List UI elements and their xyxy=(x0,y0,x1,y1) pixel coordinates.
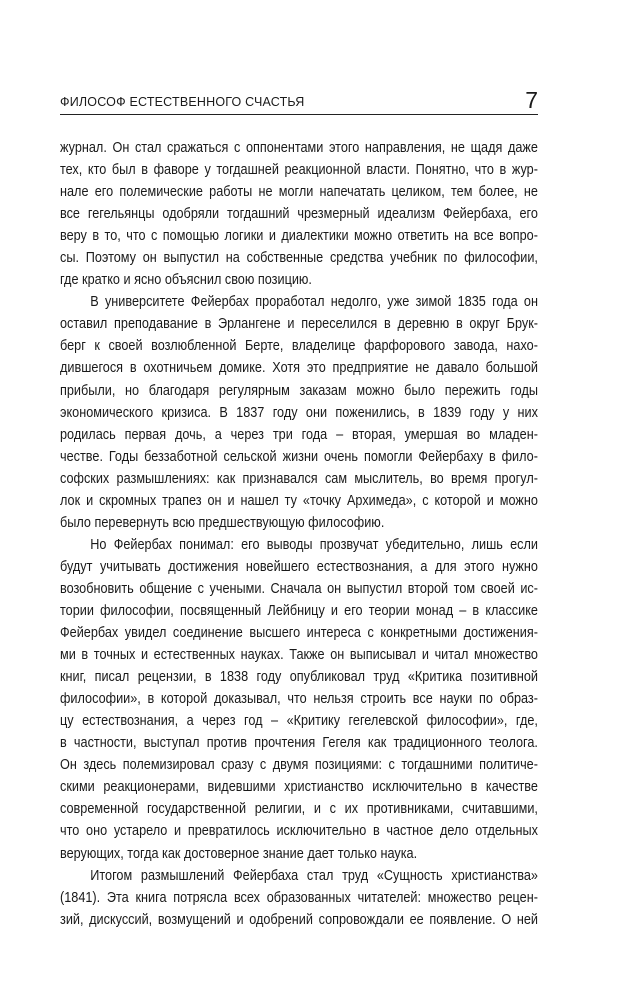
text-line: Фейербах увидел соединение высшего интереса с конкретными достижения- xyxy=(60,624,538,642)
text-line: родилась первая дочь, а через три года – вторая, умершая во младен- xyxy=(60,425,538,443)
text-line: сы. Поэтому он выпустил на собственные средства учебник по философии, xyxy=(60,249,538,267)
text-line: прибыли, но благодаря регулярным заказам можно было пережить годы xyxy=(60,381,538,399)
text-line: Он здесь полемизировал сразу с двумя позициями: с тогдашними политиче- xyxy=(60,756,538,774)
body-text xyxy=(60,137,538,931)
text-line: честве. Годы беззаботной сельской жизни очень помогли Фейербаху в фило- xyxy=(60,447,538,465)
text-line: лок и скромных трапез он и нашел ту «точку Архимеда», с которой и можно xyxy=(60,491,538,509)
paragraph xyxy=(60,865,538,931)
running-header xyxy=(60,88,538,115)
text-line: цу естествознания, а через год – «Критику гегелевской философии», где, xyxy=(60,712,538,730)
paragraph xyxy=(60,137,538,291)
text-line: все гегельянцы одобряли тогдашний чрезмерный идеализм Фейербаха, его xyxy=(60,205,538,223)
text-line: берг к своей возлюбленной Берте, владелице фарфорового завода, нахо- xyxy=(60,337,538,355)
paragraph xyxy=(60,534,538,865)
text-line: было перевернуть всю предшествующую философию. xyxy=(60,513,385,531)
text-line: (1841). Эта книга потрясла всех образованных читателей: множество рецен- xyxy=(60,888,538,906)
text-line: экономического кризиса. В 1837 году они поженились, в 1839 году у них xyxy=(60,403,538,421)
text-line: в частности, выступал против прочтения Гегеля как традиционного теолога. xyxy=(60,734,538,752)
text-line: нале его полемические работы не могли напечатать целиком, тем более, не xyxy=(60,183,538,201)
text-line: веру в то, что с помощью логики и диалектики можно ответить на все вопро- xyxy=(60,227,538,245)
text-line: скими реакционерами, видевшими христианство исключительно в качестве xyxy=(60,778,538,796)
text-line: софских размышлениях: как признавался сам мыслитель, во время прогул- xyxy=(60,469,538,487)
text-line: зий, дискуссий, возмущений и одобрений сопровождали ее появление. О ней xyxy=(60,910,538,928)
text-line: будут учитывать достижения новейшего естествознания, а для этого нужно xyxy=(60,557,538,575)
text-line: журнал. Он стал сражаться с оппонентами этого направления, не щадя даже xyxy=(60,139,538,156)
text-line: Итогом размышлений Фейербаха стал труд «Сущность христианства» xyxy=(90,866,538,884)
paragraph xyxy=(60,291,538,534)
text-line: оставил преподавание в Эрлангене и переселился в деревню в округ Брук- xyxy=(60,315,538,333)
text-line: дившегося в охотничьем домике. Хотя это предприятие не давало большой xyxy=(60,359,538,377)
text-line: современной государственной религии, и с их противниками, считавшими, xyxy=(60,800,538,818)
text-line: тех, кто был в фаворе у тогдашней реакционной власти. Понятно, что в жур- xyxy=(60,161,538,179)
text-line: философии», в которой доказывал, что нельзя строить все науки по образ- xyxy=(60,690,538,708)
text-line: что оно устарело и превратилось исключительно в частное дело отдельных xyxy=(60,822,538,840)
text-line: где кратко и ясно объяснил свою позицию. xyxy=(60,271,312,289)
text-line: Но Фейербах понимал: его выводы прозвучат убедительно, лишь если xyxy=(90,535,538,553)
text-line: ми в точных и естественных науках. Также он выписывал и читал множество xyxy=(60,646,538,664)
text-line: верующих, тогда как достоверное знание дает только наука. xyxy=(60,844,418,862)
text-line: тории философии, посвященный Лейбницу и его теории монад – в классике xyxy=(60,601,538,619)
page-number: 7 xyxy=(525,87,538,113)
text-line: В университете Фейербах проработал недолго, уже зимой 1835 года он xyxy=(90,293,538,311)
text-line: возобновить общение с учеными. Сначала он выпустил второй том своей ис- xyxy=(60,579,538,597)
text-line: книг, писал рецензии, в 1838 году опубликовал труд «Критика позитивной xyxy=(60,668,538,686)
running-header-title: ФИЛОСОФ ЕСТЕСТВЕННОГО СЧАСТЬЯ xyxy=(60,95,305,109)
